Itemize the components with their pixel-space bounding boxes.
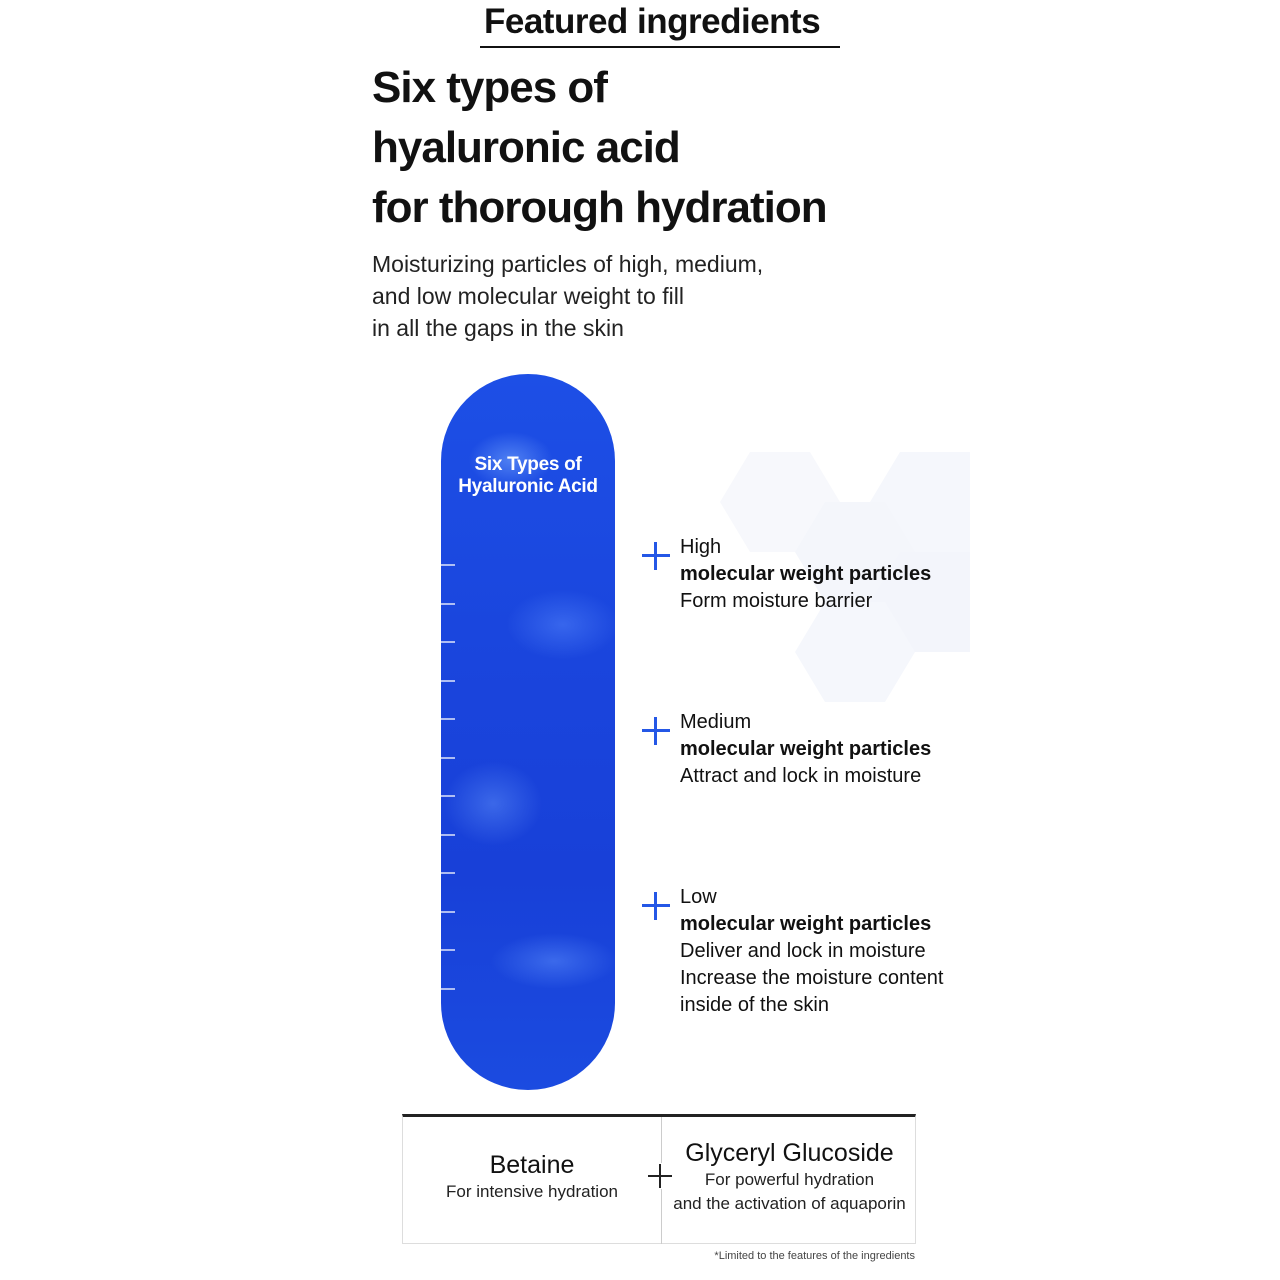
scale-tick bbox=[441, 680, 455, 682]
scale-tick bbox=[441, 872, 455, 874]
subtext bbox=[372, 248, 763, 344]
particle-level: Medium bbox=[680, 711, 752, 733]
plus-icon bbox=[642, 542, 670, 570]
particle-benefit: Form moisture barrier bbox=[680, 590, 873, 612]
particle-text bbox=[680, 884, 943, 1019]
headline-line: Six types of bbox=[372, 63, 607, 112]
scale-tick bbox=[441, 795, 455, 797]
capsule-label bbox=[441, 454, 615, 498]
capsule-label-line: Hyaluronic Acid bbox=[458, 476, 598, 497]
ingredient-name: Glyceryl Glucoside bbox=[685, 1139, 894, 1167]
particle-level: High bbox=[680, 536, 722, 558]
scale-tick bbox=[441, 949, 455, 951]
glyceryl-glucoside-cell bbox=[662, 1139, 917, 1216]
particle-type: molecular weight particles bbox=[680, 563, 932, 585]
scale-tick bbox=[441, 911, 455, 913]
scale-tick bbox=[441, 641, 455, 643]
particle-benefit: Increase the moisture content bbox=[680, 967, 944, 989]
particle-benefit: inside of the skin bbox=[680, 994, 829, 1016]
ingredient-name: Betaine bbox=[489, 1151, 575, 1179]
plus-icon bbox=[642, 717, 670, 745]
scale-tick bbox=[441, 834, 455, 836]
subtext-line: Moisturizing particles of high, medium, bbox=[372, 251, 764, 277]
scale-tick bbox=[441, 603, 455, 605]
ingredient-desc: For powerful hydration bbox=[704, 1170, 875, 1189]
particle-text bbox=[680, 709, 931, 790]
particle-level: Low bbox=[680, 886, 717, 908]
section-title-underline bbox=[480, 46, 840, 48]
headline-line: for thorough hydration bbox=[372, 183, 827, 232]
betaine-cell bbox=[403, 1151, 661, 1204]
particle-type: molecular weight particles bbox=[680, 913, 932, 935]
plus-icon bbox=[642, 892, 670, 920]
hyaluronic-capsule bbox=[441, 374, 615, 1090]
section-title: Featured ingredients bbox=[484, 2, 821, 41]
footnote: *Limited to the features of the ingredients bbox=[714, 1250, 915, 1262]
particle-text bbox=[680, 534, 931, 615]
headline bbox=[372, 58, 827, 238]
ingredient-desc: For intensive hydration bbox=[446, 1182, 618, 1201]
scale-tick bbox=[441, 564, 455, 566]
subtext-line: and low molecular weight to fill bbox=[372, 283, 684, 309]
capsule-label-line: Six Types of bbox=[474, 454, 582, 475]
particle-benefit: Deliver and lock in moisture bbox=[680, 940, 926, 962]
scale-tick bbox=[441, 988, 455, 990]
extra-ingredients-box bbox=[402, 1114, 916, 1244]
headline-line: hyaluronic acid bbox=[372, 123, 680, 172]
ingredient-desc: and the activation of aquaporin bbox=[673, 1194, 906, 1213]
particle-type: molecular weight particles bbox=[680, 738, 932, 760]
scale-tick bbox=[441, 757, 455, 759]
scale-tick bbox=[441, 718, 455, 720]
subtext-line: in all the gaps in the skin bbox=[372, 315, 624, 341]
particle-benefit: Attract and lock in moisture bbox=[680, 765, 922, 787]
